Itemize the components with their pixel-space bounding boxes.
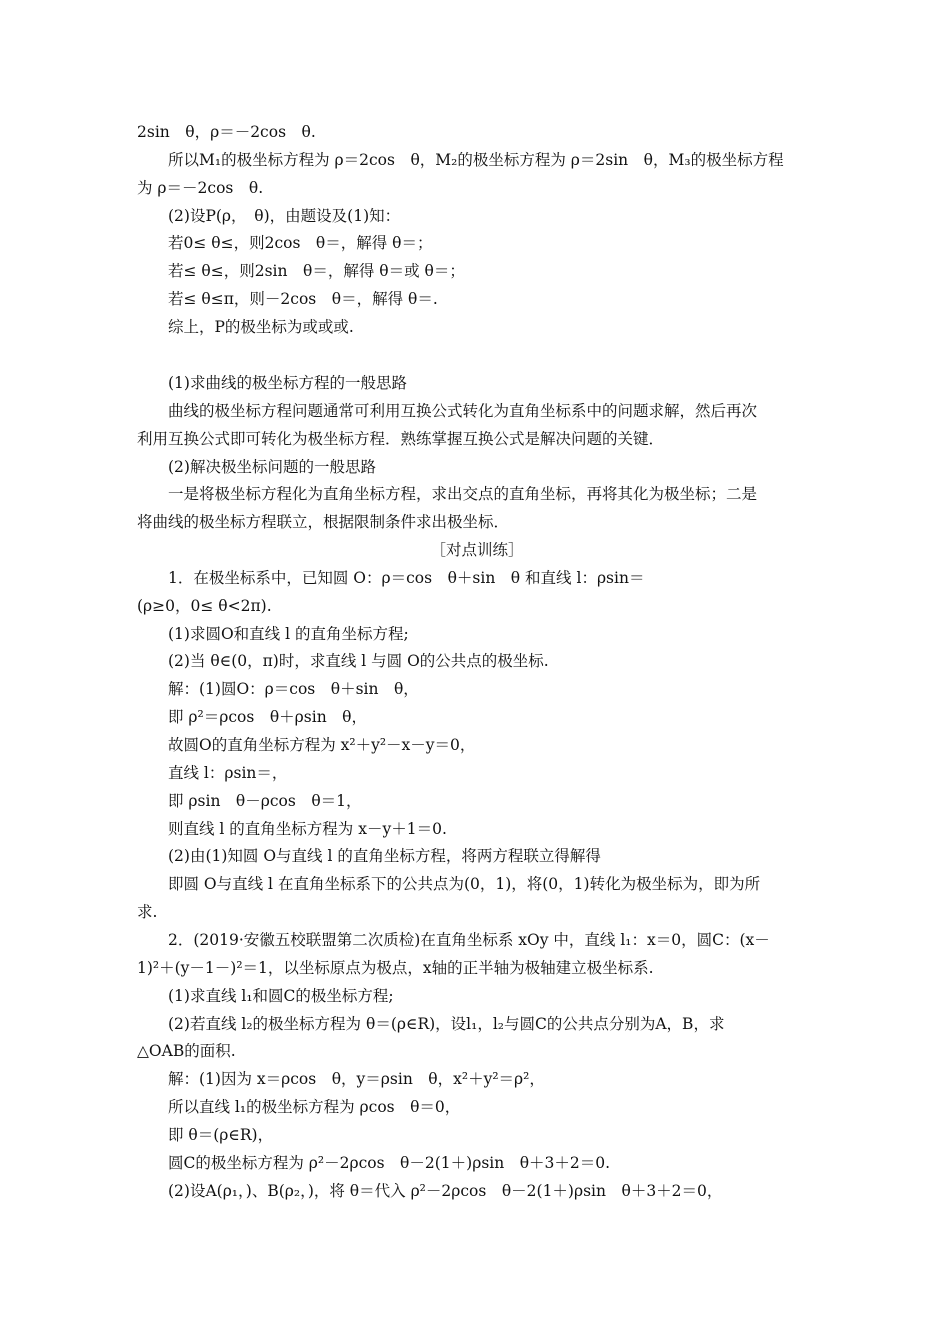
text-line: (ρ≥0，0≤ θ<2π). — [137, 597, 272, 615]
text-line: (1)求曲线的极坐标方程的一般思路 — [168, 374, 407, 392]
text-line: (1)求直线 l₁和圆C的极坐标方程; — [168, 987, 394, 1005]
text-line: 即 ρsin θ－ρcos θ＝1， — [168, 792, 362, 810]
text-line: 综上，P的极坐标为或或或. — [168, 318, 354, 336]
text-line: 1．在极坐标系中，已知圆 O：ρ＝cos θ＋sin θ 和直线 l：ρsin＝ — [168, 569, 645, 587]
text-line: 即 ρ²＝ρcos θ＋ρsin θ， — [168, 708, 368, 726]
text-line: 1)²＋(y－1－)²＝1，以坐标原点为极点，x轴的正半轴为极轴建立极坐标系. — [137, 959, 654, 977]
text-line: (2)设A(ρ₁，)、B(ρ₂，)，将 θ＝代入 ρ²－2ρcos θ－2(1＋)ρsin θ＋3＋2＝0， — [168, 1182, 723, 1200]
text-line: 若≤ θ≤，则2sin θ＝，解得 θ＝或 θ＝； — [168, 262, 465, 280]
text-line: (1)求圆O和直线 l 的直角坐标方程; — [168, 625, 409, 643]
text-line: 将曲线的极坐标方程联立，根据限制条件求出极坐标． — [137, 513, 510, 531]
text-line: 则直线 l 的直角坐标方程为 x－y＋1＝0. — [168, 820, 447, 838]
text-line: 所以直线 l₁的极坐标方程为 ρcos θ＝0， — [168, 1098, 461, 1116]
text-line: (2)设P(ρ， θ)，由题设及(1)知： — [168, 207, 401, 225]
text-line: 若≤ θ≤π，则－2cos θ＝，解得 θ＝. — [168, 290, 438, 308]
text-line: 求. — [137, 903, 158, 921]
text-line: 曲线的极坐标方程问题通常可利用互换公式转化为直角坐标系中的问题求解，然后再次 — [168, 402, 758, 420]
text-line: (2)若直线 l₂的极坐标方程为 θ＝(ρ∈R)，设l₁，l₂与圆C的公共点分别为A，B，求 — [168, 1015, 725, 1033]
text-line: 利用互换公式即可转化为极坐标方程．熟练掌握互换公式是解决问题的关键． — [137, 430, 665, 448]
text-line: 若0≤ θ≤，则2cos θ＝，解得 θ＝； — [168, 234, 433, 252]
text-line: △OAB的面积. — [137, 1042, 236, 1060]
text-line: 2．(2019·安徽五校联盟第二次质检)在直角坐标系 xOy 中，直线 l₁：x＝0，圆C：(x－ — [168, 931, 770, 949]
text-line: (2)当 θ∈(0，π)时，求直线 l 与圆 O的公共点的极坐标. — [168, 652, 549, 670]
text-line: 所以M₁的极坐标方程为 ρ＝2cos θ，M₂的极坐标方程为 ρ＝2sin θ，M₃的极坐标方程 — [168, 151, 784, 169]
text-line: 一是将极坐标方程化为直角坐标方程，求出交点的直角坐标，再将其化为极坐标；二是 — [168, 485, 758, 503]
text-line: 解：(1)圆O：ρ＝cos θ＋sin θ， — [168, 680, 419, 698]
text-line: 2sin θ，ρ＝－2cos θ. — [137, 123, 316, 141]
text-line: 为 ρ＝－2cos θ. — [137, 179, 264, 197]
text-line: 圆C的极坐标方程为 ρ²－2ρcos θ－2(1＋)ρsin θ＋3＋2＝0. — [168, 1154, 611, 1172]
text-line: 即圆 O与直线 l 在直角坐标系下的公共点为(0，1)，将(0，1)转化为极坐标为，即为所 — [168, 875, 761, 893]
text-line: 直线 l：ρsin＝， — [168, 764, 288, 782]
text-line: (2)由(1)知圆 O与直线 l 的直角坐标方程，将两方程联立得解得 — [168, 847, 601, 865]
text-line: (2)解决极坐标问题的一般思路 — [168, 458, 376, 476]
section-heading: ［对点训练］ — [430, 541, 524, 559]
text-line: 解：(1)因为 x＝ρcos θ，y＝ρsin θ，x²＋y²＝ρ²， — [168, 1070, 545, 1088]
text-line: 故圆O的直角坐标方程为 x²＋y²－x－y＝0， — [168, 736, 476, 754]
text-line: 即 θ＝(ρ∈R)， — [168, 1126, 274, 1144]
